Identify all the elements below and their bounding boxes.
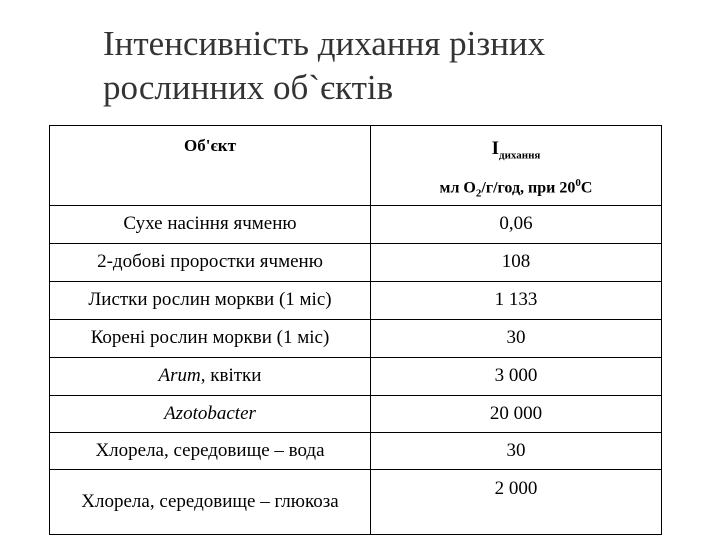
intensity-subscript: дихання [499,149,541,162]
row-object: Хлорела, середовище – глюкоза [50,469,371,534]
table-row [50,319,662,357]
row-value: 108 [371,243,662,281]
row-object-rest: , квітки [200,365,262,387]
row-object: Корені рослин моркви (1 міс) [50,319,371,357]
units-prefix: мл O [439,179,476,197]
table-row [50,432,662,469]
table-row [50,357,662,395]
slide-title: Інтенсивність дихання різних рослинних об`єктів [103,24,546,107]
table-row [50,395,662,432]
respiration-table [49,125,662,535]
units-superscript: 0 [575,177,581,190]
row-object: Сухе насіння ячменю [50,205,371,243]
table-row [50,281,662,319]
table-row [50,243,662,281]
row-object: Azotobacter [50,395,371,432]
row-value: 30 [371,319,662,357]
units-middle: /г/год, при 20 [481,179,576,197]
header-object: Об'єкт [50,126,371,206]
row-value: 30 [371,432,662,469]
table-row [50,469,662,534]
row-value: 2 000 [371,469,662,534]
table-row [50,205,662,243]
row-object: 2-добові проростки ячменю [50,243,371,281]
row-value: 0,06 [371,205,662,243]
units-o2-subscript: 2 [475,187,482,200]
row-object-italic: Arum [158,365,201,387]
row-value: 20 000 [371,395,662,432]
row-value: 3 000 [371,357,662,395]
row-object [50,357,371,395]
units-suffix: С [580,179,593,197]
row-value: 1 133 [371,281,662,319]
header-units [371,172,661,205]
header-intensity [371,126,662,206]
intensity-symbol: I [491,138,499,159]
row-object: Хлорела, середовище – вода [50,432,371,469]
row-object: Листки рослин моркви (1 міс) [50,281,371,319]
table-header-row [50,126,662,206]
